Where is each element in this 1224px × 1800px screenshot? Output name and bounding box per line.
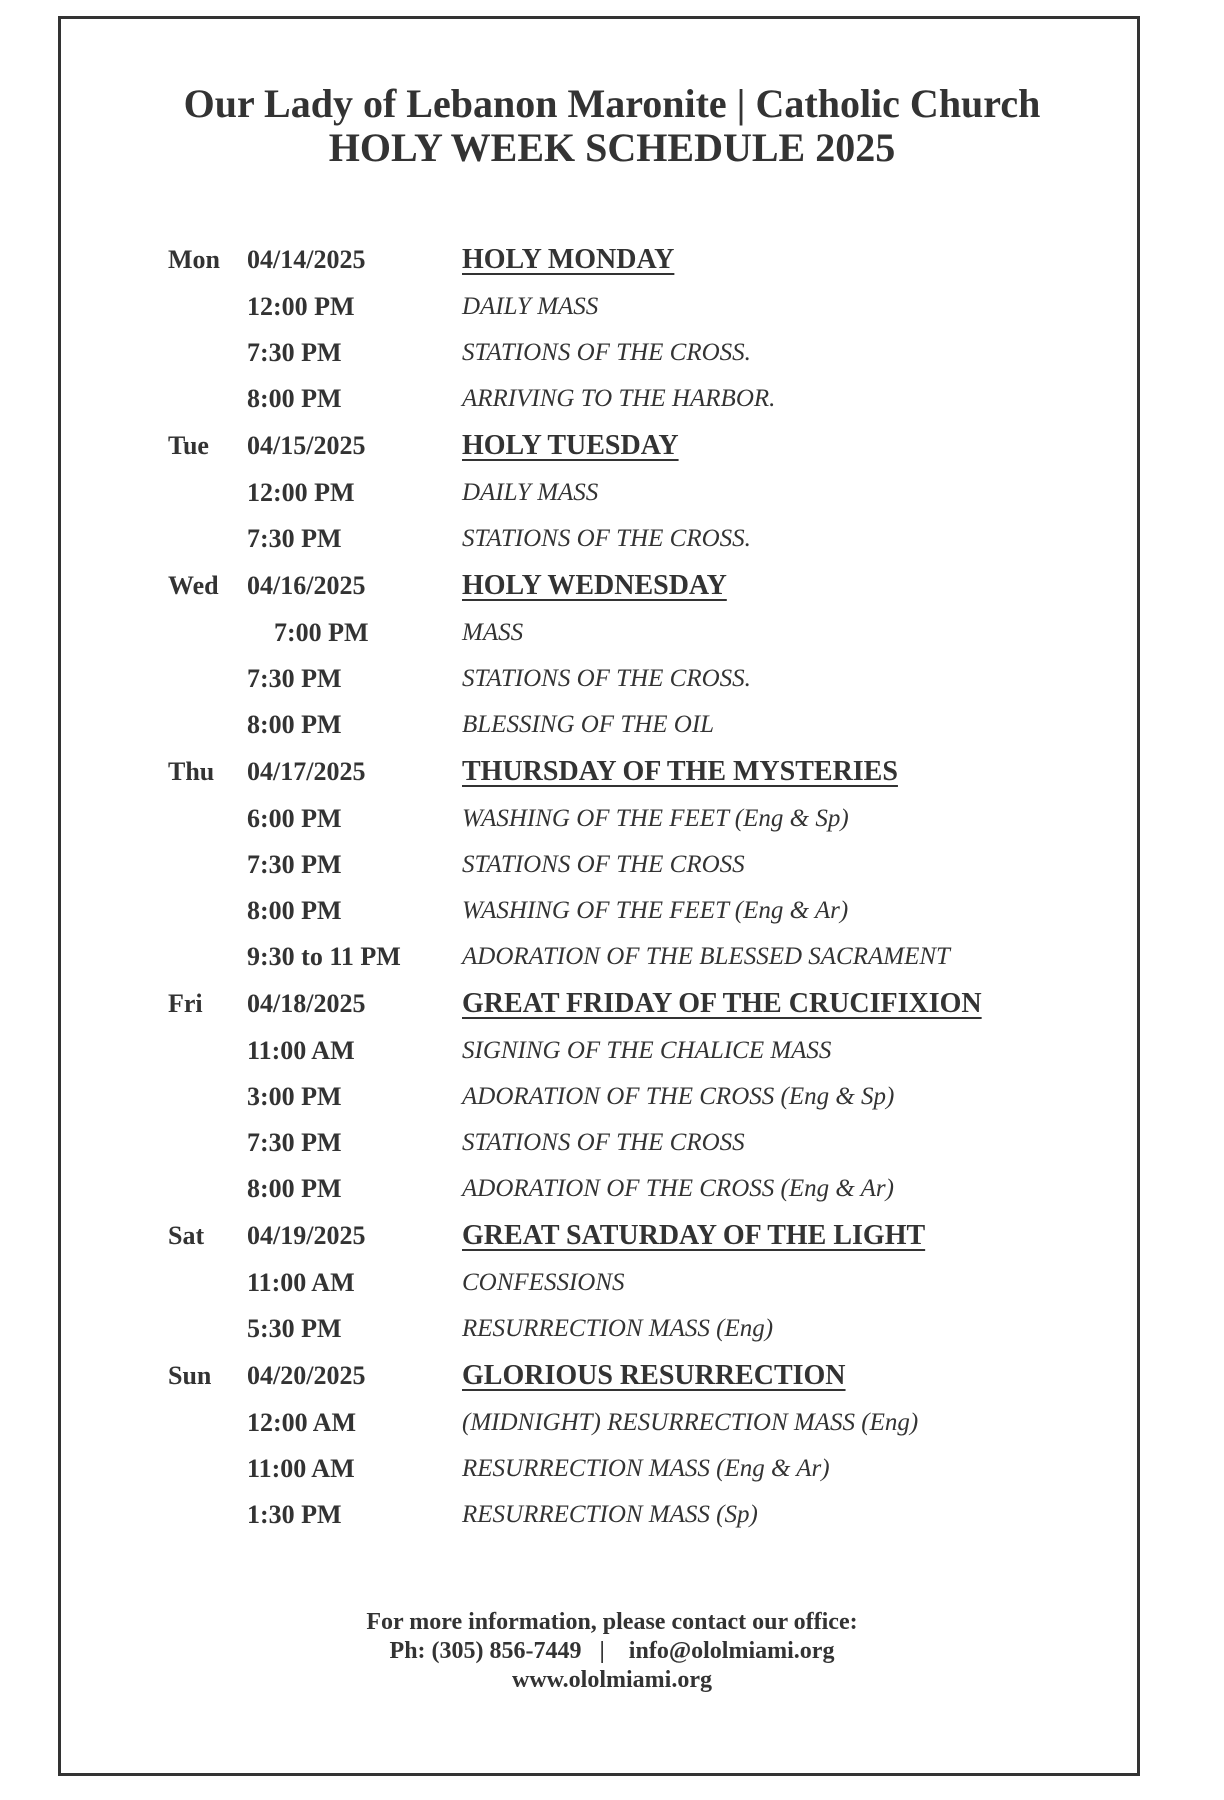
event-time: 11:00 AM (247, 1036, 355, 1065)
day-abbr: Fri (168, 989, 203, 1018)
event-row (0, 470, 1224, 516)
event-activity: RESURRECTION MASS (Eng & Ar) (462, 1455, 830, 1482)
event-activity: WASHING OF THE FEET (Eng & Sp) (462, 805, 849, 832)
event-time: 7:30 PM (247, 338, 342, 367)
event-row (0, 1074, 1224, 1120)
event-activity: DAILY MASS (462, 293, 599, 320)
event-time: 8:00 PM (247, 710, 342, 739)
event-activity: ADORATION OF THE BLESSED SACRAMENT (462, 943, 950, 970)
church-name: Our Lady of Lebanon Maronite | Catholic Church (183, 81, 1041, 126)
event-row (0, 934, 1224, 980)
event-row (0, 1260, 1224, 1306)
event-time: 8:00 PM (247, 384, 342, 413)
website-url: www.ololmiami.org (512, 1667, 712, 1693)
event-time: 9:30 to 11 PM (247, 942, 401, 971)
schedule-title: HOLY WEEK SCHEDULE 2025 (328, 125, 896, 170)
event-row (0, 284, 1224, 330)
event-row (0, 1492, 1224, 1538)
day-title: HOLY TUESDAY (462, 430, 679, 461)
day-title: HOLY MONDAY (462, 244, 675, 275)
event-activity: ADORATION OF THE CROSS (Eng & Sp) (462, 1083, 895, 1110)
event-activity: DAILY MASS (462, 479, 599, 506)
event-activity: STATIONS OF THE CROSS (462, 851, 745, 878)
event-activity: SIGNING OF THE CHALICE MASS (462, 1037, 832, 1064)
event-time: 7:30 PM (247, 664, 342, 693)
event-activity: BLESSING OF THE OIL (462, 711, 715, 738)
event-row (0, 702, 1224, 748)
event-time: 5:30 PM (247, 1314, 342, 1343)
day-date: 04/16/2025 (247, 571, 366, 600)
event-row (0, 516, 1224, 562)
day-header-row (0, 562, 1224, 610)
day-abbr: Sat (168, 1221, 205, 1250)
day-title: GREAT FRIDAY OF THE CRUCIFIXION (462, 988, 982, 1019)
day-title: GREAT SATURDAY OF THE LIGHT (462, 1220, 926, 1251)
event-row (0, 888, 1224, 934)
event-activity: WASHING OF THE FEET (Eng & Ar) (462, 897, 849, 924)
day-date: 04/18/2025 (247, 989, 366, 1018)
schedule-list (0, 236, 1224, 1538)
event-time: 7:30 PM (247, 1128, 342, 1157)
event-time: 12:00 PM (247, 478, 355, 507)
event-time: 8:00 PM (247, 1174, 342, 1203)
event-activity: (MIDNIGHT) RESURRECTION MASS (Eng) (462, 1409, 919, 1436)
event-activity: ADORATION OF THE CROSS (Eng & Ar) (462, 1175, 894, 1202)
day-abbr: Tue (168, 431, 209, 460)
day-header-row (0, 980, 1224, 1028)
day-abbr: Thu (168, 757, 215, 786)
event-row (0, 330, 1224, 376)
event-row (0, 376, 1224, 422)
event-time: 12:00 PM (247, 292, 355, 321)
event-activity: RESURRECTION MASS (Sp) (462, 1501, 758, 1528)
event-activity: MASS (462, 619, 524, 646)
event-time: 1:30 PM (247, 1500, 342, 1529)
contact-intro: For more information, please contact our office: (366, 1609, 858, 1635)
event-row (0, 656, 1224, 702)
event-row (0, 842, 1224, 888)
event-time: 11:00 AM (247, 1268, 355, 1297)
day-abbr: Sun (168, 1361, 212, 1390)
day-header-row (0, 748, 1224, 796)
day-title: THURSDAY OF THE MYSTERIES (462, 756, 898, 787)
event-row (0, 1400, 1224, 1446)
event-activity: STATIONS OF THE CROSS. (462, 525, 751, 552)
event-time: 12:00 AM (247, 1408, 357, 1437)
event-row (0, 1120, 1224, 1166)
day-header-row (0, 1212, 1224, 1260)
day-date: 04/19/2025 (247, 1221, 366, 1250)
event-time: 3:00 PM (247, 1082, 342, 1111)
day-title: HOLY WEDNESDAY (462, 570, 727, 601)
day-date: 04/17/2025 (247, 757, 366, 786)
event-activity: STATIONS OF THE CROSS. (462, 665, 751, 692)
event-activity: STATIONS OF THE CROSS. (462, 339, 751, 366)
day-date: 04/20/2025 (247, 1361, 366, 1390)
day-title: GLORIOUS RESURRECTION (462, 1360, 846, 1391)
event-row (0, 796, 1224, 842)
day-abbr: Wed (168, 571, 219, 600)
day-header-row (0, 236, 1224, 284)
event-time: 8:00 PM (247, 896, 342, 925)
event-activity: STATIONS OF THE CROSS (462, 1129, 745, 1156)
day-date: 04/14/2025 (247, 245, 366, 274)
event-row (0, 1446, 1224, 1492)
day-header-row (0, 1352, 1224, 1400)
event-time: 7:00 PM (274, 618, 369, 647)
day-header-row (0, 422, 1224, 470)
event-time: 6:00 PM (247, 804, 342, 833)
day-abbr: Mon (168, 245, 220, 274)
event-row (0, 1166, 1224, 1212)
event-activity: RESURRECTION MASS (Eng) (462, 1315, 774, 1342)
day-date: 04/15/2025 (247, 431, 366, 460)
event-time: 7:30 PM (247, 524, 342, 553)
event-time: 7:30 PM (247, 850, 342, 879)
event-activity: CONFESSIONS (462, 1269, 625, 1296)
contact-phone-email: Ph: (305) 856-7449 | info@ololmiami.org (389, 1638, 835, 1664)
event-activity: ARRIVING TO THE HARBOR. (462, 385, 776, 412)
event-row (0, 1306, 1224, 1352)
event-row (0, 610, 1224, 656)
event-time: 11:00 AM (247, 1454, 355, 1483)
event-row (0, 1028, 1224, 1074)
